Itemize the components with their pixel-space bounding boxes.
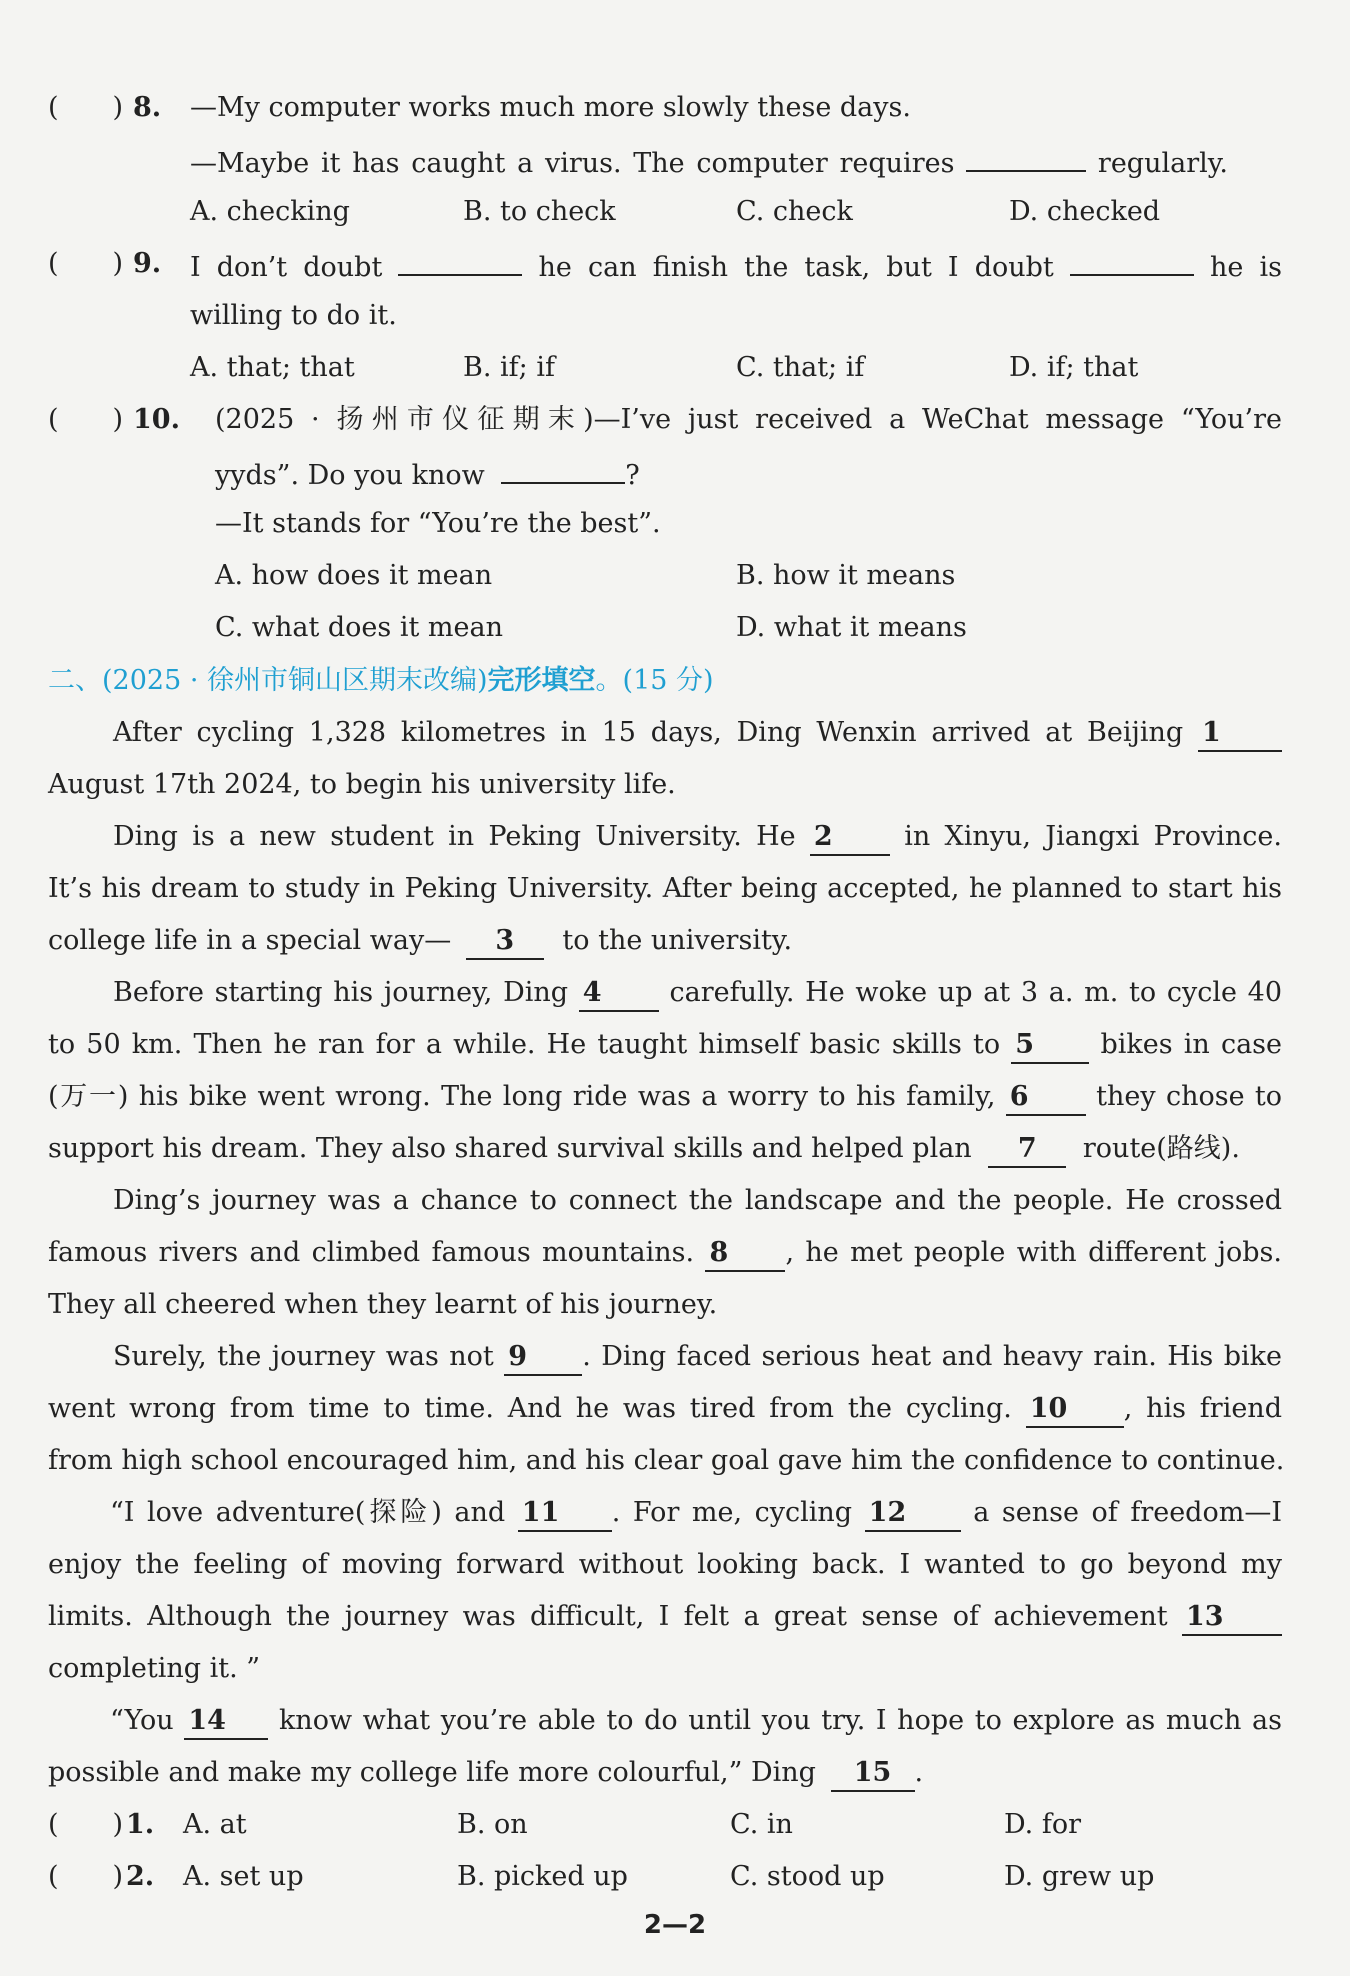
question-number-9: 9. <box>133 248 162 279</box>
section-source: 二、(2025 · 徐州市铜山区期末改编) <box>48 665 488 696</box>
answer-bracket-q9[interactable]: ( ) <box>48 248 124 279</box>
q9-stem-line-1 <box>190 244 1282 288</box>
answer-bracket-2[interactable]: ( ) <box>48 1861 124 1892</box>
page-number: 2—2 <box>643 1910 707 1940</box>
choice-2-option-d[interactable]: D. grew up <box>1004 1861 1155 1892</box>
passage-text: limits. Although the journey was difficult, I felt a great sense of achievement <box>48 1601 1168 1632</box>
passage-line <box>48 1233 1282 1273</box>
passage-line: completing it. ” <box>48 1653 261 1684</box>
passage-line <box>110 1701 1282 1741</box>
q8-option-a[interactable]: A. checking <box>190 196 350 227</box>
blank-2: 2 <box>810 820 890 856</box>
blank-15: 15 <box>831 1756 915 1792</box>
passage-line <box>48 921 792 961</box>
passage-line <box>48 1597 1282 1637</box>
q10-question-mark: ? <box>625 460 640 491</box>
passage-text: a sense of freedom—I <box>973 1497 1282 1528</box>
blank-12: 12 <box>865 1496 961 1532</box>
q10-option-a[interactable]: A. how does it mean <box>215 560 493 591</box>
blank-14: 14 <box>184 1704 268 1740</box>
passage-text: went wrong from time to time. And he was tired from the cycling. <box>48 1393 1012 1424</box>
q8-dialogue-line-2 <box>190 140 1228 184</box>
passage-line: They all cheered when they learnt of his journey. <box>48 1289 718 1320</box>
q9-blank-2 <box>1070 244 1194 276</box>
q10-dialogue-reply: —It stands for “You’re the best”. <box>215 508 661 539</box>
question-number-10: 10. <box>133 404 180 435</box>
blank-13: 13 <box>1182 1600 1282 1636</box>
passage-line <box>48 1441 1285 1481</box>
blank-7: 7 <box>988 1132 1066 1168</box>
passage-line <box>48 869 1282 909</box>
q10-text-2: yyds”. Do you know <box>215 460 485 491</box>
choice-1-option-d[interactable]: D. for <box>1004 1809 1082 1840</box>
q10-stem-line-1 <box>215 400 1282 440</box>
q9-option-c[interactable]: C. that; if <box>736 352 865 383</box>
passage-text: bikes in case <box>1100 1029 1283 1060</box>
passage-text: Ding’s journey was a chance to connect the landscape and the people. He crossed <box>113 1185 1282 1216</box>
choice-number-2: 2. <box>126 1861 155 1892</box>
passage-text: enjoy the feeling of moving forward without looking back. I wanted to go beyond my <box>48 1549 1282 1580</box>
passage-text: know what you’re able to do until you try. I hope to explore as much as <box>278 1705 1282 1736</box>
passage-text: possible and make my college life more colourful,” Ding <box>48 1757 816 1788</box>
passage-text: in Xinyu, Jiangxi Province. <box>904 821 1282 852</box>
section-title: 完形填空 <box>487 665 596 696</box>
q9-blank-1 <box>398 244 522 276</box>
q9-option-a[interactable]: A. that; that <box>190 352 355 383</box>
blank-3: 3 <box>466 924 544 960</box>
passage-line <box>113 1181 1282 1221</box>
passage-text: Before starting his journey, Ding <box>113 977 569 1008</box>
q9-stem-line-2: willing to do it. <box>190 300 397 331</box>
q9-option-b[interactable]: B. if; if <box>463 352 555 383</box>
choice-1-option-c[interactable]: C. in <box>730 1809 793 1840</box>
passage-text: Ding is a new student in Peking University. He <box>113 821 796 852</box>
q8-line2-end: regularly. <box>1097 148 1228 179</box>
passage-text: Surely, the journey was not <box>113 1341 494 1372</box>
q8-option-d[interactable]: D. checked <box>1009 196 1161 227</box>
passage-line <box>48 1389 1282 1429</box>
passage-text: support his dream. They also shared survival skills and helped plan <box>48 1133 972 1164</box>
question-number-8: 8. <box>133 92 162 123</box>
passage-text: to the university. <box>562 925 793 956</box>
blank-1: 1 <box>1198 716 1282 752</box>
section-score: 。(15 分) <box>595 665 714 696</box>
passage-text: (万一) his bike went wrong. The long ride was a worry to his family, <box>48 1081 996 1112</box>
passage-text: they chose to <box>1096 1081 1282 1112</box>
q8-option-b[interactable]: B. to check <box>463 196 616 227</box>
q8-option-c[interactable]: C. check <box>736 196 853 227</box>
passage-line <box>113 713 1282 753</box>
passage-line <box>113 817 1282 857</box>
section-heading <box>48 661 714 701</box>
choice-2-option-b[interactable]: B. picked up <box>457 1861 628 1892</box>
passage-line: August 17th 2024, to begin his university life. <box>48 769 676 800</box>
choice-number-1: 1. <box>126 1809 155 1840</box>
passage-line <box>113 1337 1282 1377</box>
q9-option-d[interactable]: D. if; that <box>1009 352 1139 383</box>
passage-text: to 50 km. Then he ran for a while. He taught himself basic skills to <box>48 1029 1001 1060</box>
q10-blank <box>501 452 625 484</box>
passage-text: . For me, cycling <box>611 1497 853 1528</box>
q8-dialogue-line-1: —My computer works much more slowly these days. <box>190 92 911 123</box>
passage-line <box>48 1129 1240 1169</box>
choice-2-option-a[interactable]: A. set up <box>183 1861 304 1892</box>
passage-line <box>110 1493 1282 1533</box>
answer-bracket-1[interactable]: ( ) <box>48 1809 124 1840</box>
passage-text: . Ding faced serious heat and heavy rain. His bike <box>582 1341 1282 1372</box>
passage-text: , his friend <box>1123 1393 1282 1424</box>
passage-text: , he met people with different jobs. <box>785 1237 1282 1268</box>
blank-9: 9 <box>504 1340 582 1376</box>
passage-text: route(路线). <box>1082 1133 1240 1164</box>
passage-text: “I love adventure(探险) and <box>110 1497 506 1528</box>
choice-2-option-c[interactable]: C. stood up <box>730 1861 885 1892</box>
blank-6: 6 <box>1006 1080 1086 1116</box>
blank-11: 11 <box>518 1496 612 1532</box>
passage-text: famous rivers and climbed famous mountains. <box>48 1237 695 1268</box>
blank-4: 4 <box>579 976 659 1012</box>
q10-option-b[interactable]: B. how it means <box>736 560 956 591</box>
q9-text-3: he is <box>1209 252 1282 283</box>
passage-line <box>48 1077 1282 1117</box>
answer-bracket-q10[interactable]: ( ) <box>48 404 124 435</box>
passage-line <box>48 1545 1282 1585</box>
blank-5: 5 <box>1011 1028 1089 1064</box>
passage-text: It’s his dream to study in Peking University. After being accepted, he planned to start his <box>48 873 1282 904</box>
q9-text-2: he can finish the task, but I doubt <box>538 252 1054 283</box>
answer-bracket-q8[interactable]: ( ) <box>48 92 124 123</box>
q9-text-1: I don’t doubt <box>190 252 383 283</box>
passage-text: . <box>914 1757 924 1788</box>
passage-text: carefully. He woke up at 3 a. m. to cycle 40 <box>669 977 1282 1008</box>
q10-option-c[interactable]: C. what does it mean <box>215 612 503 643</box>
passage-line <box>48 1753 923 1793</box>
choice-1-option-a[interactable]: A. at <box>183 1809 247 1840</box>
passage-text: “You <box>110 1705 174 1736</box>
q10-stem-line-2 <box>215 452 640 496</box>
q10-text-1: (2025 · 扬州市仪征期末)—I’ve just received a WeChat message “You’re <box>215 404 1282 435</box>
passage-text: college life in a special way— <box>48 925 452 956</box>
passage-text: After cycling 1,328 kilometres in 15 days, Ding Wenxin arrived at Beijing <box>113 717 1184 748</box>
passage-line <box>48 1025 1282 1065</box>
passage-line <box>113 973 1282 1013</box>
q8-blank <box>966 140 1086 172</box>
blank-8: 8 <box>705 1236 785 1272</box>
q10-option-d[interactable]: D. what it means <box>736 612 967 643</box>
choice-1-option-b[interactable]: B. on <box>457 1809 528 1840</box>
q8-line2-text: —Maybe it has caught a virus. The computer requires <box>190 148 955 179</box>
passage-text: from high school encouraged him, and his clear goal gave him the confidence to continue. <box>48 1445 1285 1476</box>
blank-10: 10 <box>1026 1392 1124 1428</box>
